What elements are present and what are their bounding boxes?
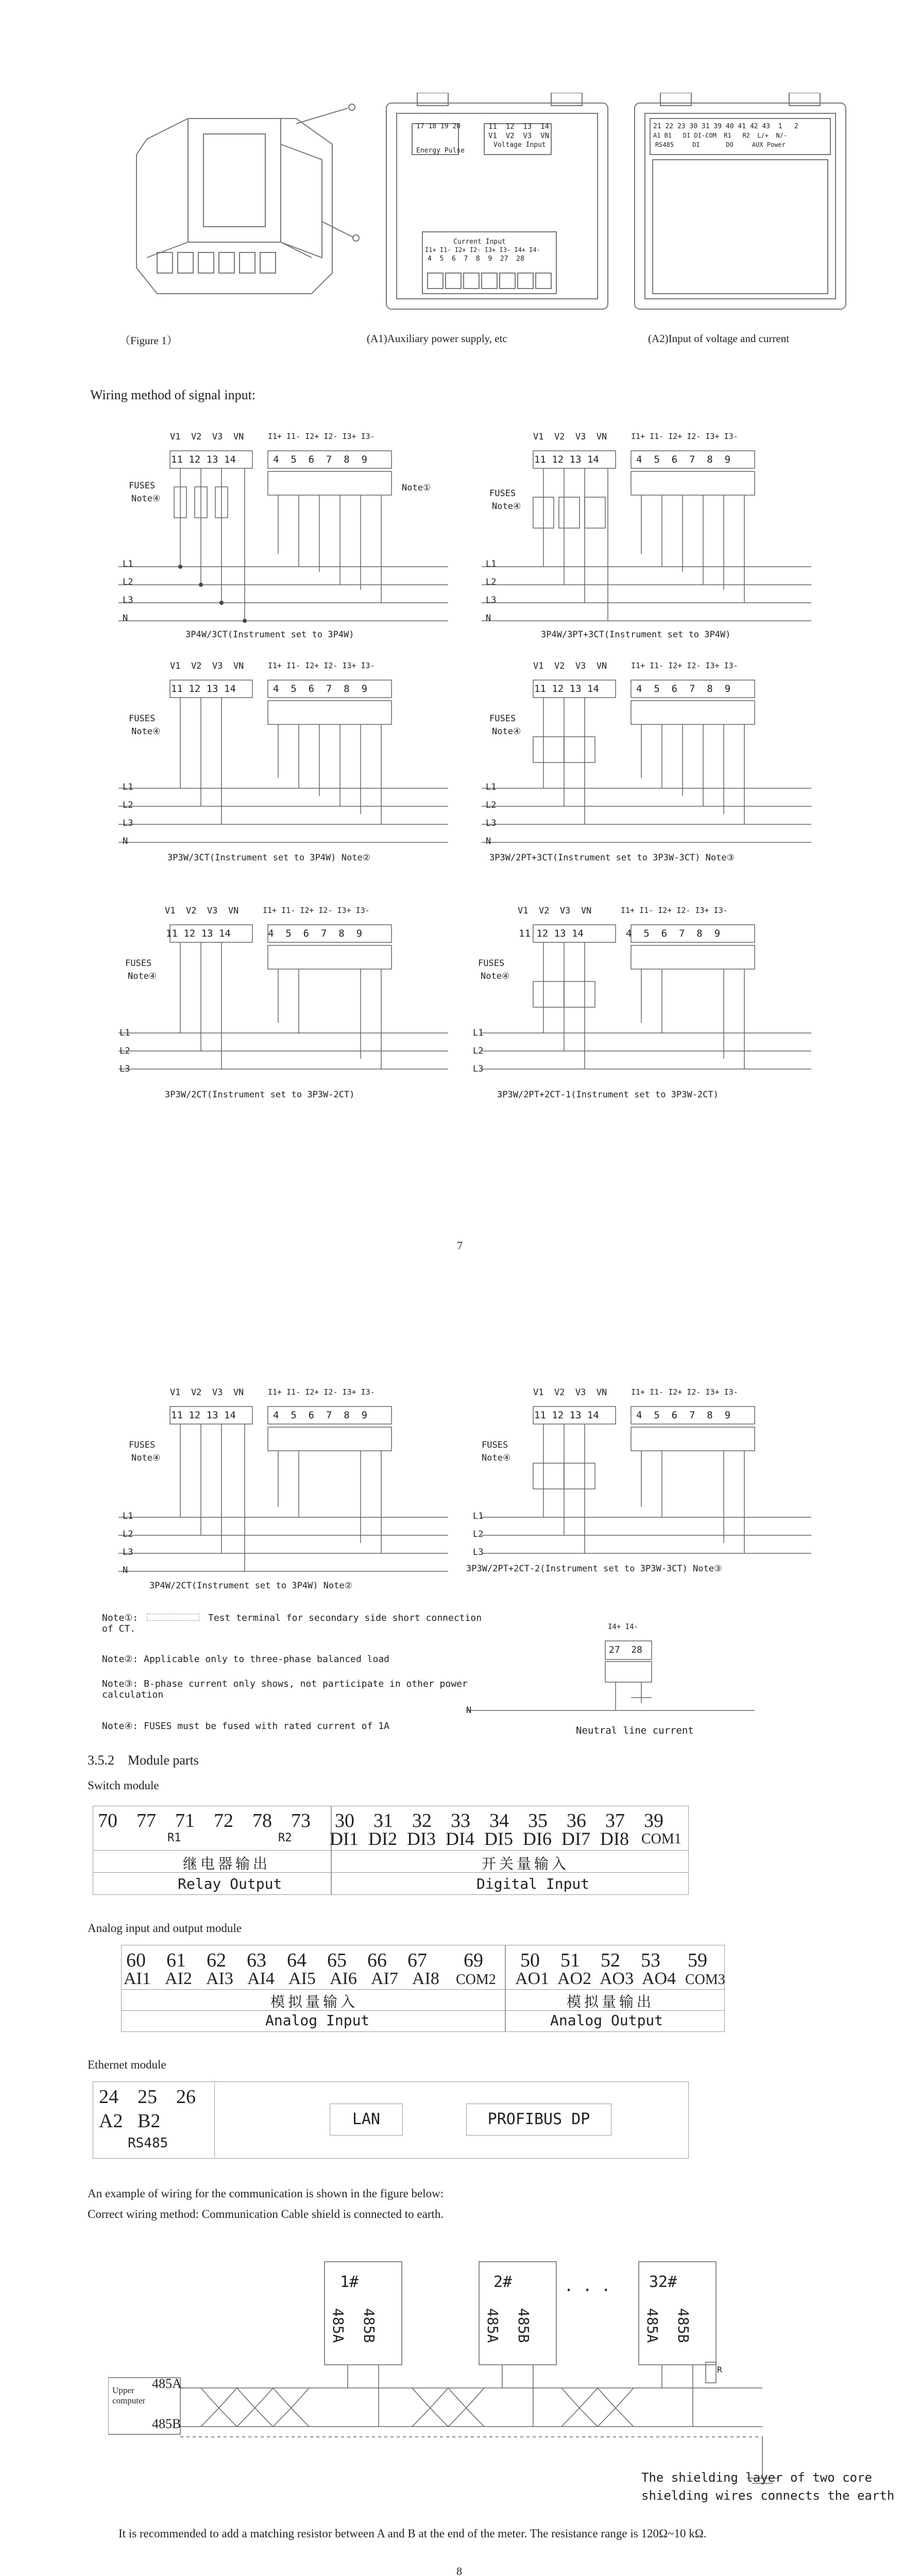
meter-1-label: 1# <box>340 2273 359 2291</box>
recommend-text: It is recommended to add a matching resistor between A and B at the end of the meter. The resistance range is 120Ω~10 kΩ. <box>118 2527 707 2540</box>
a1-voltage-label: Voltage Input <box>493 141 546 149</box>
relay-tag-r1: R1 <box>167 1832 181 1844</box>
ethernet-lan-box <box>330 2104 403 2136</box>
note-2-label: Note②: <box>102 1654 139 1665</box>
d2-i-header: I1+ I1- I2+ I2- I3+ I3- <box>631 432 738 441</box>
d7-v-nums: 11 12 13 14 <box>171 1410 236 1421</box>
analog-ao-1: AO1 <box>515 1969 550 1988</box>
d6-caption: 3P3W/2PT+2CT-1(Instrument set to 3P3W-2CT) <box>497 1090 719 1100</box>
analog-num-65: 65 <box>327 1950 347 1971</box>
a1-current-numbers: 4 5 6 7 8 9 27 28 <box>428 255 524 263</box>
meter-ellipsis: . . . <box>564 2277 611 2295</box>
d2-v-header: V1 V2 V3 VN <box>533 432 607 442</box>
eth-num-25: 25 <box>138 2086 157 2108</box>
analog-ao-2: AO2 <box>557 1969 592 1988</box>
wiring-section-title: Wiring method of signal input: <box>90 387 256 402</box>
switch-di-2: DI2 <box>368 1828 397 1849</box>
analog-ai-4: AI4 <box>247 1969 275 1988</box>
a1-voltage-numbers: 11 12 13 14 <box>488 123 550 131</box>
d2-n: N <box>486 613 491 623</box>
a1-voltage-names: V1 V2 V3 VN <box>488 132 550 140</box>
d7-note4: Note④ <box>131 1453 161 1463</box>
d4-n: N <box>486 836 491 846</box>
note-1 <box>102 1613 493 1634</box>
a1-current-names: I1+ I1- I2+ I2- I3+ I3- I4+ I4- <box>425 246 540 253</box>
d1-n: N <box>123 613 128 623</box>
figure-a2-caption: (A2)Input of voltage and current <box>648 332 790 345</box>
analog-ai-7: AI7 <box>371 1969 398 1988</box>
d1-l3: L3 <box>123 595 133 605</box>
figure-1-meter-drawing <box>126 88 363 304</box>
analog-output-cn: 模拟量输出 <box>567 1993 655 2010</box>
d2-i-nums: 4 5 6 7 8 9 <box>636 454 731 465</box>
upper-485a: 485A <box>152 2376 182 2391</box>
d8-i-header: I1+ I1- I2+ I2- I3+ I3- <box>631 1387 738 1397</box>
analog-ao-3: AO3 <box>600 1969 634 1988</box>
note-3-label: Note③: <box>102 1679 139 1689</box>
d5-i-header: I1+ I1- I2+ I2- I3+ I3- <box>263 906 370 915</box>
meter-1-485b: 485B <box>361 2308 378 2343</box>
d1-i-nums: 4 5 6 7 8 9 <box>273 454 368 465</box>
upper-computer-label: Upper computer <box>112 2385 146 2405</box>
d4-l3: L3 <box>486 818 497 828</box>
d7-v-header: V1 V2 V3 VN <box>170 1387 244 1398</box>
comm-text-2: Correct wiring method: Communication Cable shield is connected to earth. <box>88 2208 444 2221</box>
analog-num-60: 60 <box>126 1950 146 1971</box>
a2-labels: RS485 DI DO AUX Power <box>655 141 786 148</box>
note-2-text: Applicable only to three-phase balanced load <box>144 1654 389 1665</box>
meter-1-485a: 485A <box>330 2308 347 2343</box>
terminal-resistor-label: R <box>717 2365 722 2375</box>
analog-ao-4: AO4 <box>642 1969 676 1988</box>
eth-label-a2: A2 <box>99 2110 123 2132</box>
d3-v-header: V1 V2 V3 VN <box>170 661 244 671</box>
switch-num-30: 30 <box>335 1810 354 1832</box>
d5-l1: L1 <box>120 1028 130 1038</box>
relay-output-en: Relay Output <box>178 1875 282 1892</box>
d2-fuses: FUSES <box>489 488 516 499</box>
d3-i-nums: 4 5 6 7 8 9 <box>273 683 368 694</box>
d1-v-header: V1 V2 V3 VN <box>170 432 244 442</box>
d3-caption: 3P3W/3CT(Instrument set to 3P4W) Note② <box>167 853 370 863</box>
switch-num-32: 32 <box>412 1810 432 1832</box>
d1-i-header: I1+ I1- I2+ I2- I3+ I3- <box>268 432 375 441</box>
shield-note-2: shielding wires connects the earth <box>641 2488 895 2503</box>
d4-caption: 3P3W/2PT+3CT(Instrument set to 3P3W-3CT) Note③ <box>489 853 735 863</box>
d4-i-nums: 4 5 6 7 8 9 <box>636 683 731 694</box>
a1-energy-label: Energy Pulse <box>416 147 465 155</box>
meter-2-485a: 485A <box>484 2308 501 2343</box>
shield-note-1: The shielding layer of two core <box>641 2470 872 2485</box>
d7-fuses: FUSES <box>129 1440 156 1450</box>
note-4-text: FUSES must be fused with rated current of 1A <box>144 1721 389 1732</box>
analog-num-69: 69 <box>464 1950 483 1971</box>
switch-num-72: 72 <box>214 1810 233 1832</box>
d7-i-nums: 4 5 6 7 8 9 <box>273 1410 368 1421</box>
neutral-terms: I4+ I4- <box>608 1623 639 1631</box>
d8-l1: L1 <box>473 1511 484 1521</box>
d4-l1: L1 <box>486 782 497 792</box>
d3-i-header: I1+ I1- I2+ I2- I3+ I3- <box>268 661 375 670</box>
d5-v-nums: 11 12 13 14 <box>166 928 231 939</box>
switch-di-com1: COM1 <box>641 1831 682 1847</box>
d6-note4: Note④ <box>481 971 510 981</box>
page-number-8: 8 <box>456 2565 462 2576</box>
analog-num-62: 62 <box>207 1950 226 1971</box>
d5-fuses: FUSES <box>125 958 152 969</box>
d5-caption: 3P3W/2CT(Instrument set to 3P3W-2CT) <box>165 1090 355 1100</box>
d5-v-header: V1 V2 V3 VN <box>165 906 239 916</box>
analog-ai-3: AI3 <box>206 1969 233 1988</box>
d2-l2: L2 <box>486 577 497 587</box>
analog-ai-5: AI5 <box>288 1969 316 1988</box>
d5-l2: L2 <box>120 1046 130 1056</box>
meter-2-485b: 485B <box>515 2308 532 2343</box>
analog-num-51: 51 <box>560 1950 580 1971</box>
analog-ai-8: AI8 <box>412 1969 439 1988</box>
ethernet-lan: LAN <box>352 2110 381 2128</box>
switch-num-37: 37 <box>605 1810 625 1832</box>
switch-num-35: 35 <box>528 1810 548 1832</box>
analog-module-title: Analog input and output module <box>88 1922 242 1935</box>
analog-output-en: Analog Output <box>550 2012 663 2029</box>
d2-l1: L1 <box>486 559 497 569</box>
analog-com2: COM2 <box>456 1972 496 1988</box>
d2-v-nums: 11 12 13 14 <box>534 454 599 465</box>
d4-v-nums: 11 12 13 14 <box>534 683 599 694</box>
a2-numbers: 21 22 23 30 31 39 40 41 42 43 1 2 <box>653 123 798 130</box>
figure-1-caption: （Figure 1） <box>120 334 178 347</box>
relay-tag-r2: R2 <box>278 1832 292 1844</box>
d1-note4: Note④ <box>131 494 161 504</box>
d8-caption: 3P3W/2PT+2CT-2(Instrument set to 3P3W-3CT) Note③ <box>466 1564 722 1574</box>
d4-note4: Note④ <box>492 726 521 737</box>
d6-l1: L1 <box>473 1028 484 1038</box>
switch-num-39: 39 <box>644 1810 663 1832</box>
switch-num-78: 78 <box>252 1810 272 1832</box>
d3-l2: L2 <box>123 800 133 810</box>
digital-input-cn: 开关量输入 <box>482 1855 570 1872</box>
analog-input-en: Analog Input <box>265 2012 370 2029</box>
upper-485b: 485B <box>152 2416 181 2431</box>
comm-wiring-diagram <box>108 2257 871 2488</box>
d8-i-nums: 4 5 6 7 8 9 <box>636 1410 731 1421</box>
d1-fuses: FUSES <box>129 481 156 491</box>
figure-a1-caption: (A1)Auxiliary power supply, etc <box>367 332 507 345</box>
d8-fuses: FUSES <box>482 1440 508 1450</box>
analog-num-63: 63 <box>247 1950 266 1971</box>
note-1-text: Test terminal for secondary side short connection of CT. <box>102 1613 482 1634</box>
d5-l3: L3 <box>120 1064 130 1074</box>
analog-num-53: 53 <box>641 1950 660 1971</box>
neutral-caption: Neutral line current <box>576 1725 694 1736</box>
d2-l3: L3 <box>486 595 497 605</box>
d7-n: N <box>123 1565 128 1575</box>
d3-l1: L1 <box>123 782 133 792</box>
d6-fuses: FUSES <box>478 958 505 969</box>
note-4-label: Note④: <box>102 1721 139 1732</box>
d7-l2: L2 <box>123 1529 133 1539</box>
d6-v-header: V1 V2 V3 VN <box>518 906 592 916</box>
a2-names: A1 B1 DI DI-COM R1 R2 L/+ N/- <box>653 132 788 139</box>
d3-l3: L3 <box>123 818 133 828</box>
analog-ai-1: AI1 <box>124 1969 151 1988</box>
switch-num-34: 34 <box>489 1810 509 1832</box>
analog-num-66: 66 <box>367 1950 387 1971</box>
d3-fuses: FUSES <box>129 714 156 724</box>
meter-32-label: 32# <box>649 2273 677 2291</box>
d7-l1: L1 <box>123 1511 133 1521</box>
module-parts-title: 3.5.2 Module parts <box>88 1753 199 1768</box>
a1-current-label: Current Input <box>453 238 506 246</box>
d2-caption: 3P4W/3PT+3CT(Instrument set to 3P4W) <box>541 630 731 640</box>
note-4 <box>102 1721 389 1732</box>
d7-l3: L3 <box>123 1547 133 1557</box>
d4-fuses: FUSES <box>489 714 516 724</box>
eth-num-24: 24 <box>99 2086 118 2108</box>
switch-di-6: DI6 <box>523 1828 552 1849</box>
analog-num-67: 67 <box>407 1950 427 1971</box>
meter-2-label: 2# <box>493 2273 513 2291</box>
analog-num-59: 59 <box>688 1950 707 1971</box>
switch-di-1: DI1 <box>330 1828 359 1849</box>
d6-v-nums: 11 12 13 14 <box>519 928 584 939</box>
switch-num-71: 71 <box>175 1810 195 1832</box>
analog-com3: COM3 <box>685 1972 725 1988</box>
page-number-7: 7 <box>457 1239 463 1252</box>
meter-32-485a: 485A <box>644 2308 661 2343</box>
switch-num-36: 36 <box>567 1810 586 1832</box>
switch-di-7: DI7 <box>561 1828 590 1849</box>
d4-v-header: V1 V2 V3 VN <box>533 661 607 671</box>
ethernet-profibus: PROFIBUS DP <box>487 2110 590 2128</box>
switch-num-31: 31 <box>373 1810 393 1832</box>
ethernet-profibus-box <box>466 2104 611 2136</box>
d5-i-nums: 4 5 6 7 8 9 <box>268 928 363 939</box>
neutral-nums: 27 28 <box>609 1645 643 1655</box>
comm-text-1: An example of wiring for the communication is shown in the figure below: <box>88 2187 444 2200</box>
d1-note1: Note① <box>402 483 431 493</box>
d6-i-nums: 4 5 6 7 8 9 <box>626 928 721 939</box>
analog-num-61: 61 <box>166 1950 186 1971</box>
d6-i-header: I1+ I1- I2+ I2- I3+ I3- <box>621 906 728 915</box>
a1-top-numbers: 17 18 19 20 <box>416 123 461 130</box>
switch-module-title: Switch module <box>88 1779 159 1792</box>
analog-num-52: 52 <box>601 1950 620 1971</box>
digital-input-en: Digital Input <box>476 1875 590 1892</box>
note-3-text: B-phase current only shows, not participate in other power calculation <box>102 1679 468 1700</box>
switch-di-4: DI4 <box>446 1828 474 1849</box>
switch-di-8: DI8 <box>600 1828 629 1849</box>
switch-di-5: DI5 <box>484 1828 513 1849</box>
eth-num-26: 26 <box>176 2086 196 2108</box>
note-3 <box>102 1679 483 1700</box>
d2-note4: Note④ <box>492 501 521 512</box>
d1-l1: L1 <box>123 559 133 569</box>
note-1-terminal-icon <box>147 1614 199 1621</box>
analog-num-50: 50 <box>520 1950 540 1971</box>
analog-input-cn: 模拟量输入 <box>270 1993 359 2010</box>
analog-num-64: 64 <box>287 1950 306 1971</box>
note-2 <box>102 1654 389 1665</box>
d7-i-header: I1+ I1- I2+ I2- I3+ I3- <box>268 1387 375 1397</box>
d6-l3: L3 <box>473 1064 484 1074</box>
d1-caption: 3P4W/3CT(Instrument set to 3P4W) <box>185 630 354 640</box>
relay-output-cn: 继电器输出 <box>183 1855 271 1872</box>
switch-num-77: 77 <box>137 1810 156 1832</box>
meter-32-485b: 485B <box>675 2308 692 2343</box>
d5-note4: Note④ <box>128 971 157 981</box>
d3-note4: Note④ <box>131 726 161 737</box>
d8-l2: L2 <box>473 1529 484 1539</box>
d6-l2: L2 <box>473 1046 484 1056</box>
switch-num-70: 70 <box>98 1810 117 1832</box>
note-1-label: Note①: <box>102 1613 139 1623</box>
switch-num-73: 73 <box>291 1810 311 1832</box>
d8-l3: L3 <box>473 1547 484 1557</box>
d7-caption: 3P4W/2CT(Instrument set to 3P4W) Note② <box>149 1581 352 1591</box>
ethernet-module-title: Ethernet module <box>88 2058 166 2071</box>
eth-label-b2: B2 <box>138 2110 161 2132</box>
neutral-n-label: N <box>466 1705 472 1716</box>
d3-n: N <box>123 836 128 846</box>
analog-ai-6: AI6 <box>330 1969 357 1988</box>
d8-v-header: V1 V2 V3 VN <box>533 1387 607 1398</box>
d1-l2: L2 <box>123 577 133 587</box>
d1-v-nums: 11 12 13 14 <box>171 454 236 465</box>
ethernet-rs485: RS485 <box>128 2136 168 2151</box>
switch-di-3: DI3 <box>407 1828 436 1849</box>
d4-i-header: I1+ I1- I2+ I2- I3+ I3- <box>631 661 738 670</box>
d3-v-nums: 11 12 13 14 <box>171 683 236 694</box>
d8-v-nums: 11 12 13 14 <box>534 1410 599 1421</box>
d8-note4: Note④ <box>482 1453 511 1463</box>
analog-ai-2: AI2 <box>165 1969 192 1988</box>
d4-l2: L2 <box>486 800 497 810</box>
switch-num-33: 33 <box>451 1810 470 1832</box>
